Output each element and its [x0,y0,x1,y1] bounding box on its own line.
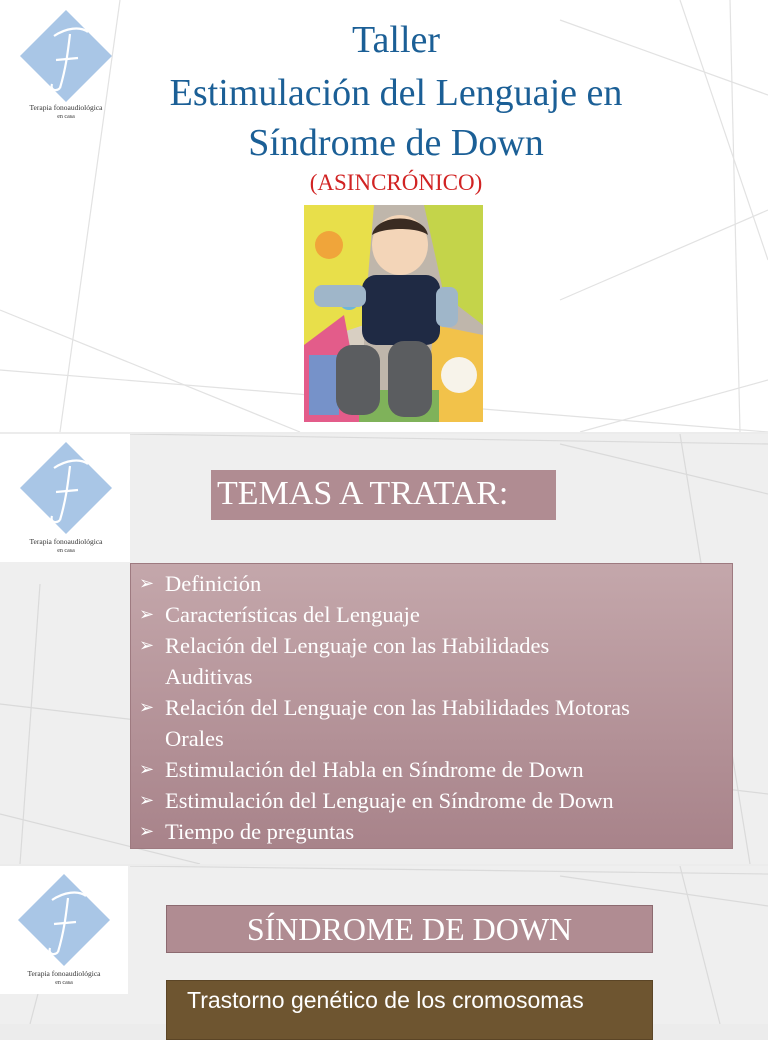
arrow-right-icon: ➢ [139,604,155,625]
topics-box [130,563,733,849]
arrow-right-icon: ➢ [139,635,155,656]
list-item: ➢ Definición [137,568,732,599]
baby-photo [304,205,483,422]
title-line-2: Estimulación del Lenguaje en [169,72,623,114]
logo-caption-2: en casa [57,548,75,554]
list-item-continuation: Orales [165,726,224,751]
slide-title [0,0,768,432]
brand-logo [0,866,128,994]
subtitle: (ASINCRÓNICO) [309,170,483,195]
list-item: ➢ Tiempo de preguntas [137,816,732,847]
logo-caption-1: Terapia fonoaudiológica [29,103,103,112]
list-item: ➢ Relación del Lenguaje con las Habilidades Motoras [137,692,732,723]
arrow-right-icon: ➢ [139,790,155,811]
topics-list [131,564,732,847]
list-item: ➢ Características del Lenguaje [137,599,732,630]
logo-caption-2: en casa [57,114,75,120]
list-item: ➢ Relación del Lenguaje con las Habilidades [137,630,732,661]
list-item: ➢ Estimulación del Lenguaje en Síndrome de Down [137,785,732,816]
brand-logo [0,434,130,562]
list-item-continuation: Auditivas [165,664,253,689]
logo-caption-1: Terapia fonoaudiológica [29,537,103,546]
title-line-1: Taller [351,19,441,61]
arrow-right-icon: ➢ [139,573,155,594]
logo-caption-1: Terapia fonoaudiológica [27,969,101,978]
arrow-right-icon: ➢ [139,821,155,842]
logo-caption-2: en casa [55,980,73,986]
topics-heading: TEMAS A TRATAR: [211,470,556,520]
list-item: ➢ Estimulación del Habla en Síndrome de Down [137,754,732,785]
arrow-right-icon: ➢ [139,759,155,780]
arrow-right-icon: ➢ [139,697,155,718]
syndrome-heading: SÍNDROME DE DOWN [166,905,653,953]
definition-box: Trastorno genético de los cromosomas [166,980,653,1040]
title-line-3: Síndrome de Down [248,122,544,164]
